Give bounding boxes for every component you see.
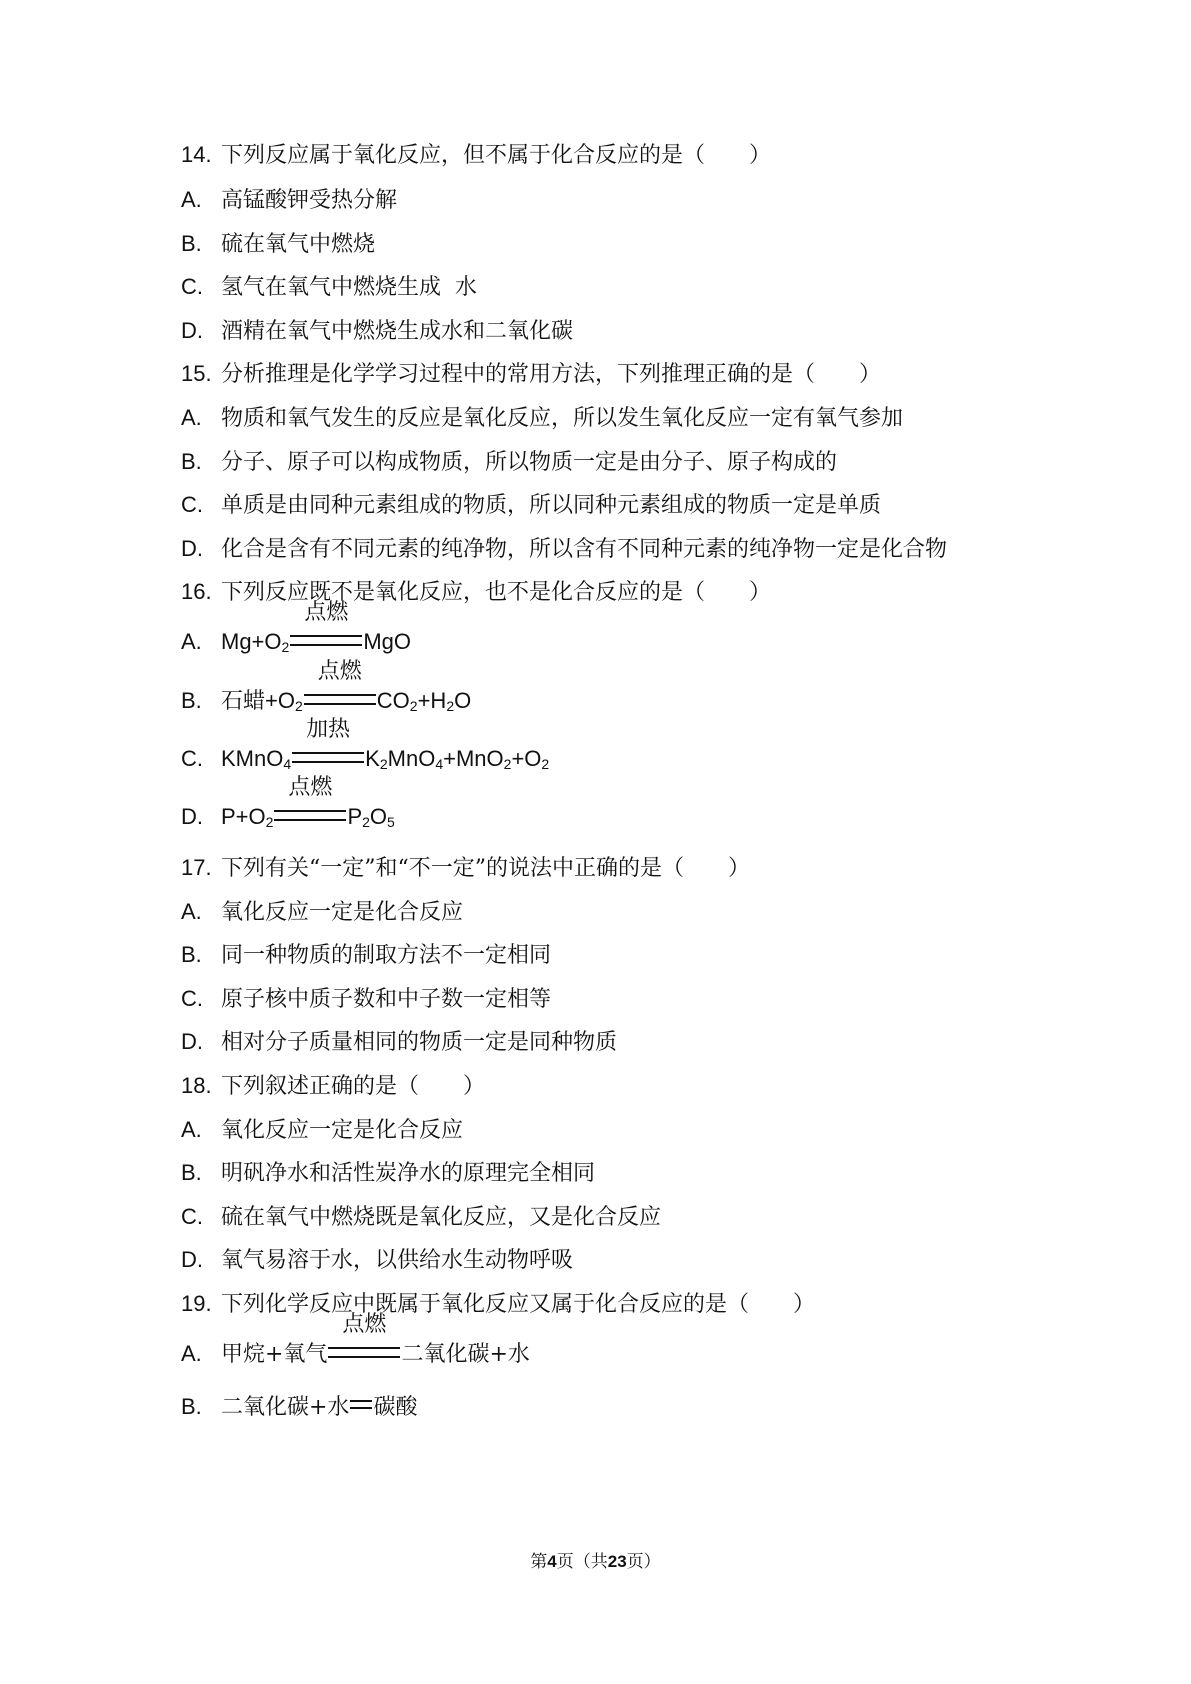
reaction-arrow-double-line (290, 635, 362, 646)
option-text: 单质是由同种元素组成的物质，所以同种元素组成的物质一定是单质 (221, 493, 882, 518)
q17-option-b (181, 940, 551, 971)
subscript: 4 (283, 756, 292, 772)
reaction-arrow-double-line (328, 1347, 400, 1358)
option-label: A. (181, 1117, 202, 1142)
formula-text: +H (417, 688, 447, 713)
option-label: A. (181, 899, 202, 924)
option-text: 同一种物质的制取方法不一定相同 (221, 943, 552, 968)
formula-text: 石蜡+O (221, 688, 295, 713)
subscript: 2 (362, 814, 370, 830)
subscript: 5 (387, 814, 395, 830)
question-number: 14. (181, 142, 212, 167)
subscript: 2 (446, 698, 455, 714)
q18-option-d (181, 1245, 573, 1276)
option-text: 氢气在氧气中燃烧生成 水 (221, 275, 477, 300)
option-text: 高锰酸钾受热分解 (221, 188, 398, 213)
option-label: C. (181, 1204, 203, 1229)
subscript: 2 (409, 698, 418, 714)
formula-text: O (454, 688, 472, 713)
reaction-condition (304, 659, 376, 717)
q19-option-b (181, 1392, 417, 1423)
question-14-stem (181, 140, 771, 171)
question-17-stem (181, 853, 750, 884)
formula-text: KMnO (221, 746, 284, 771)
option-label: B. (181, 1160, 202, 1185)
option-label: C. (181, 986, 203, 1011)
subscript: 2 (541, 756, 550, 772)
option-label: D. (181, 1029, 203, 1054)
equation-right: 二氧化碳+水 (401, 1342, 530, 1367)
option-label: B. (181, 1394, 202, 1419)
question-19-stem (181, 1289, 815, 1320)
q14-option-c (181, 272, 477, 303)
option-label: B. (181, 688, 202, 713)
option-label: D. (181, 536, 203, 561)
formula-text: MgO (363, 629, 412, 654)
equation-left (221, 688, 303, 713)
current-page-number: 4 (547, 1552, 557, 1571)
q15-option-d (181, 534, 947, 565)
question-text: 下列反应既不是氧化反应，也不是化合反应的是（ ） (221, 580, 772, 605)
q15-option-b (181, 447, 837, 478)
equation-right (365, 746, 549, 771)
q14-option-a (181, 185, 397, 216)
question-15-stem (181, 359, 881, 390)
q17-option-c (181, 984, 551, 1015)
option-text: 分子、原子可以构成物质，所以物质一定是由分子、原子构成的 (221, 450, 838, 475)
subscript: 2 (265, 814, 274, 830)
question-number: 19. (181, 1291, 212, 1316)
option-text: 硫在氧气中燃烧 (221, 232, 376, 257)
condition-label: 点燃 (304, 600, 349, 625)
question-text: 下列化学反应中既属于氧化反应又属于化合反应的是（ ） (221, 1292, 816, 1317)
equation-right: 碳酸 (373, 1395, 418, 1420)
q15-option-c (181, 490, 881, 521)
formula-text: +O (511, 746, 542, 771)
footer-text: 第 (530, 1552, 548, 1572)
reaction-arrow-double-line (292, 752, 364, 763)
equation-left: 二氧化碳+水 (221, 1395, 350, 1420)
subscript: 2 (379, 756, 388, 772)
option-text: 物质和氧气发生的反应是氧化反应，所以发生氧化反应一定有氧气参加 (221, 406, 904, 431)
subscript: 2 (294, 698, 303, 714)
option-text: 明矾净水和活性炭净水的原理完全相同 (221, 1161, 596, 1186)
question-text: 下列叙述正确的是（ ） (221, 1074, 486, 1099)
option-label: D. (181, 318, 203, 343)
q16-option-a (181, 600, 412, 658)
subscript: 4 (435, 756, 444, 772)
option-text: 氧化反应一定是化合反应 (221, 900, 464, 925)
formula-text: P+O (221, 804, 266, 829)
q17-option-a (181, 897, 463, 928)
option-label: B. (181, 231, 202, 256)
equation-left: 甲烷+氧气 (221, 1342, 328, 1367)
equation-right (377, 688, 471, 713)
q16-option-b (181, 659, 472, 717)
condition-label: 点燃 (317, 659, 362, 684)
footer-text: 页（共 (556, 1552, 608, 1572)
condition-label: 点燃 (342, 1312, 387, 1337)
option-label: A. (181, 1341, 202, 1366)
question-number: 16. (181, 579, 212, 604)
option-text: 氧气易溶于水，以供给水生动物呼吸 (221, 1248, 574, 1273)
footer-text: 页） (626, 1552, 661, 1572)
question-number: 17. (181, 855, 212, 880)
condition-label: 加热 (306, 717, 351, 742)
reaction-arrow-double-line (304, 694, 376, 705)
equals-sign (350, 1400, 372, 1409)
option-text: 氧化反应一定是化合反应 (221, 1118, 464, 1143)
formula-text: O (369, 804, 388, 829)
equation-left (221, 746, 291, 771)
option-text: 酒精在氧气中燃烧生成水和二氧化碳 (221, 319, 574, 344)
subscript: 2 (503, 756, 512, 772)
option-text: 原子核中质子数和中子数一定相等 (221, 987, 552, 1012)
reaction-condition (274, 775, 346, 833)
option-label: D. (181, 1247, 203, 1272)
q16-option-d (181, 775, 395, 833)
q18-option-c (181, 1202, 661, 1233)
reaction-arrow-double-line (274, 810, 346, 821)
option-label: C. (181, 274, 203, 299)
question-16-stem (181, 577, 771, 608)
equation-right (363, 629, 411, 654)
page-footer (0, 1547, 1191, 1572)
formula-text: K (365, 746, 380, 771)
question-number: 15. (181, 361, 212, 386)
question-text: 分析推理是化学学习过程中的常用方法，下列推理正确的是（ ） (221, 362, 882, 387)
option-label: A. (181, 405, 202, 430)
equation-right (347, 804, 394, 829)
option-label: A. (181, 629, 202, 654)
option-label: C. (181, 746, 203, 771)
q17-option-d (181, 1027, 617, 1058)
reaction-condition (290, 600, 362, 658)
subscript: 2 (281, 639, 290, 655)
option-text: 相对分子质量相同的物质一定是同种物质 (221, 1030, 618, 1055)
option-label: C. (181, 492, 203, 517)
question-text: 下列有关“一定”和“不一定”的说法中正确的是（ ） (221, 856, 750, 881)
condition-label: 点燃 (288, 775, 333, 800)
formula-text: CO (376, 688, 410, 713)
option-label: B. (181, 942, 202, 967)
q14-option-d (181, 316, 573, 347)
equation-left (221, 804, 273, 829)
reaction-condition (328, 1312, 400, 1370)
option-label: B. (181, 449, 202, 474)
q15-option-a (181, 403, 903, 434)
equation-left (221, 629, 289, 654)
q14-option-b (181, 229, 375, 260)
reaction-condition (292, 717, 364, 775)
q19-option-a (181, 1312, 530, 1370)
question-18-stem (181, 1071, 485, 1102)
formula-text: +MnO (443, 746, 504, 771)
q18-option-b (181, 1158, 595, 1189)
total-page-count: 23 (607, 1552, 627, 1571)
option-label: A. (181, 187, 202, 212)
question-number: 18. (181, 1073, 212, 1098)
formula-text: MnO (387, 746, 436, 771)
option-text: 化合是含有不同元素的纯净物，所以含有不同种元素的纯净物一定是化合物 (221, 537, 948, 562)
formula-text: Mg+O (221, 629, 282, 654)
question-text: 下列反应属于氧化反应，但不属于化合反应的是（ ） (221, 143, 772, 168)
option-label: D. (181, 804, 203, 829)
option-text: 硫在氧气中燃烧既是氧化反应，又是化合反应 (221, 1205, 662, 1230)
q18-option-a (181, 1115, 463, 1146)
q16-option-c (181, 717, 550, 775)
formula-text: P (347, 804, 363, 829)
